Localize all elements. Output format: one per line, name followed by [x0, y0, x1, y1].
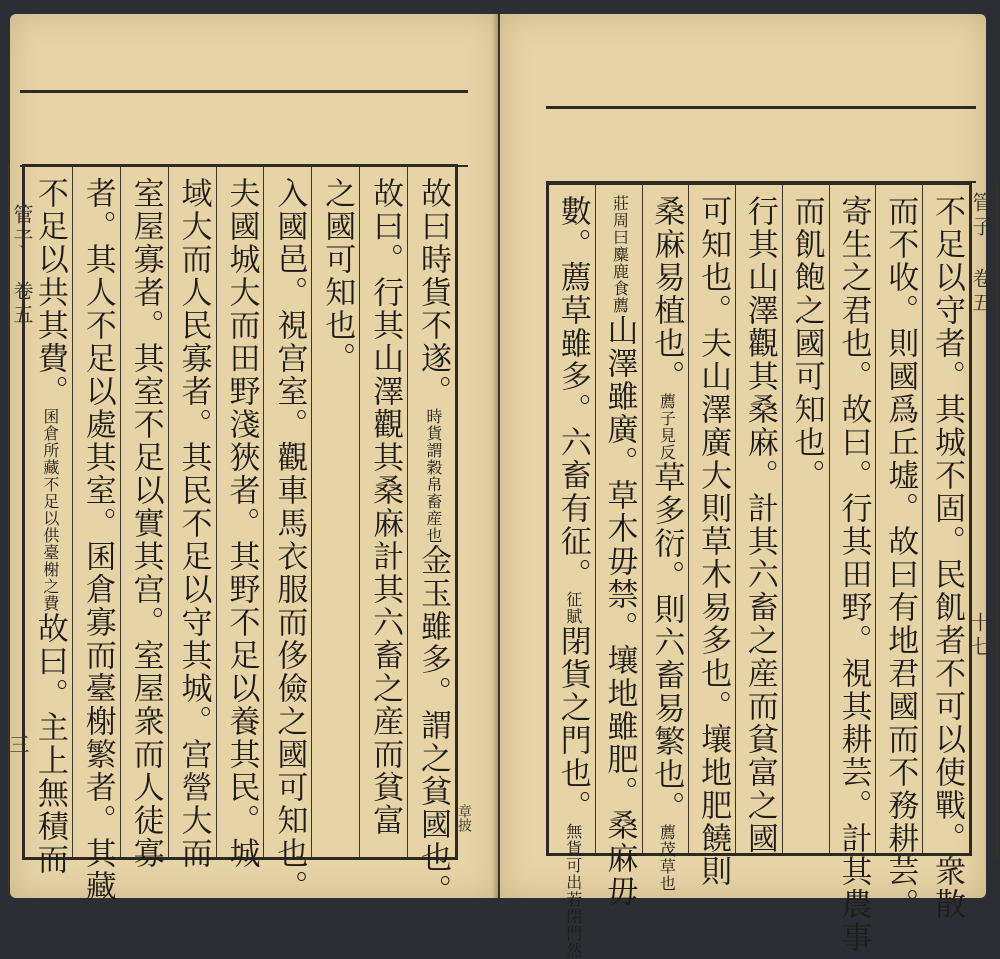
volume-label: 卷五 [10, 280, 34, 328]
annotation-note: 薦子見反 [657, 393, 677, 461]
book-title: 管子 [969, 192, 993, 240]
left-margin-strip [8, 164, 37, 894]
right-text-frame [546, 182, 972, 959]
text-column: 域大而人民寡者。其民不足以守其城。宫營大而 [168, 167, 216, 857]
book-title: 管子 [10, 204, 34, 252]
text-column: 入國邑。視宫室。觀車馬衣服而侈儉之國可知也。 [263, 167, 311, 857]
edge-mark: 章披 [456, 804, 472, 832]
text-column: 莊周曰麋鹿食薦山澤雖廣。草木毋禁。壤地雖肥。桑麻毋 [595, 185, 642, 853]
text-column: 而飢飽之國可知也。 [782, 185, 829, 853]
text-column: 不足以守者。其城不固。民飢者不可以使戰。衆散 [922, 185, 969, 853]
volume-label: 卷五 [969, 268, 993, 316]
text-column: 可知也。夫山澤廣大則草木易多也。壤地肥饒則 [688, 185, 735, 853]
annotation-note: 時貨謂穀帛畜産也 [424, 408, 443, 544]
page-number: 十七 [967, 612, 991, 660]
text-column: 故曰時貨不遂。時貨謂穀帛畜産也金玉雖多。謂之貧國也。 [407, 167, 455, 857]
right-header-band [546, 106, 976, 183]
page-number: 三 [6, 734, 30, 758]
text-column: 不足以共其費。囷倉所藏不足以供臺榭之費故曰。主上無積而 [31, 177, 68, 876]
text-column: 室屋寡者。其室不足以實其宫。室屋衆而人徒寡 [120, 167, 168, 857]
text-column: 寄生之君也。故曰。行其田野。視其耕芸。計其農事 [829, 185, 876, 853]
text-column: 而不收。則國爲丘墟。故曰有地君國而不務耕芸。 [875, 185, 922, 853]
left-text-frame [22, 164, 458, 907]
text-column: 夫國城大而田野淺狹者。其野不足以養其民。城 [216, 167, 264, 857]
text-column: 者。其人不足以處其室。囷倉寡而臺榭繁者。其藏 [72, 167, 120, 857]
text-column: 行其山澤觀其桑麻。計其六畜之産而貧富之國 [735, 185, 782, 853]
left-page [6, 14, 498, 907]
annotation-note: 征賦 [563, 591, 583, 625]
annotation-note: 莊周曰麋鹿食薦 [610, 195, 630, 314]
left-header-band [20, 90, 468, 167]
annotation-note: 無貨可出若閉門然 [563, 823, 583, 959]
text-column: 數。薦草雖多。六畜有征。征賦閉貨之門也。無貨可出若閉門然 [554, 195, 591, 959]
right-page [500, 14, 993, 959]
text-column: 之國可知也。 [311, 167, 359, 857]
annotation-note: 囷倉所藏不足以供臺榭之費 [40, 408, 60, 612]
annotation-note: 薦茂草也 [657, 824, 677, 892]
right-margin-strip [968, 182, 997, 860]
text-column: 故曰。行其山澤觀其桑麻計其六畜之産而貧富 [359, 167, 407, 857]
text-column: 桑麻易植也。薦子見反草多衍。則六畜易繁也。薦茂草也 [642, 185, 689, 853]
